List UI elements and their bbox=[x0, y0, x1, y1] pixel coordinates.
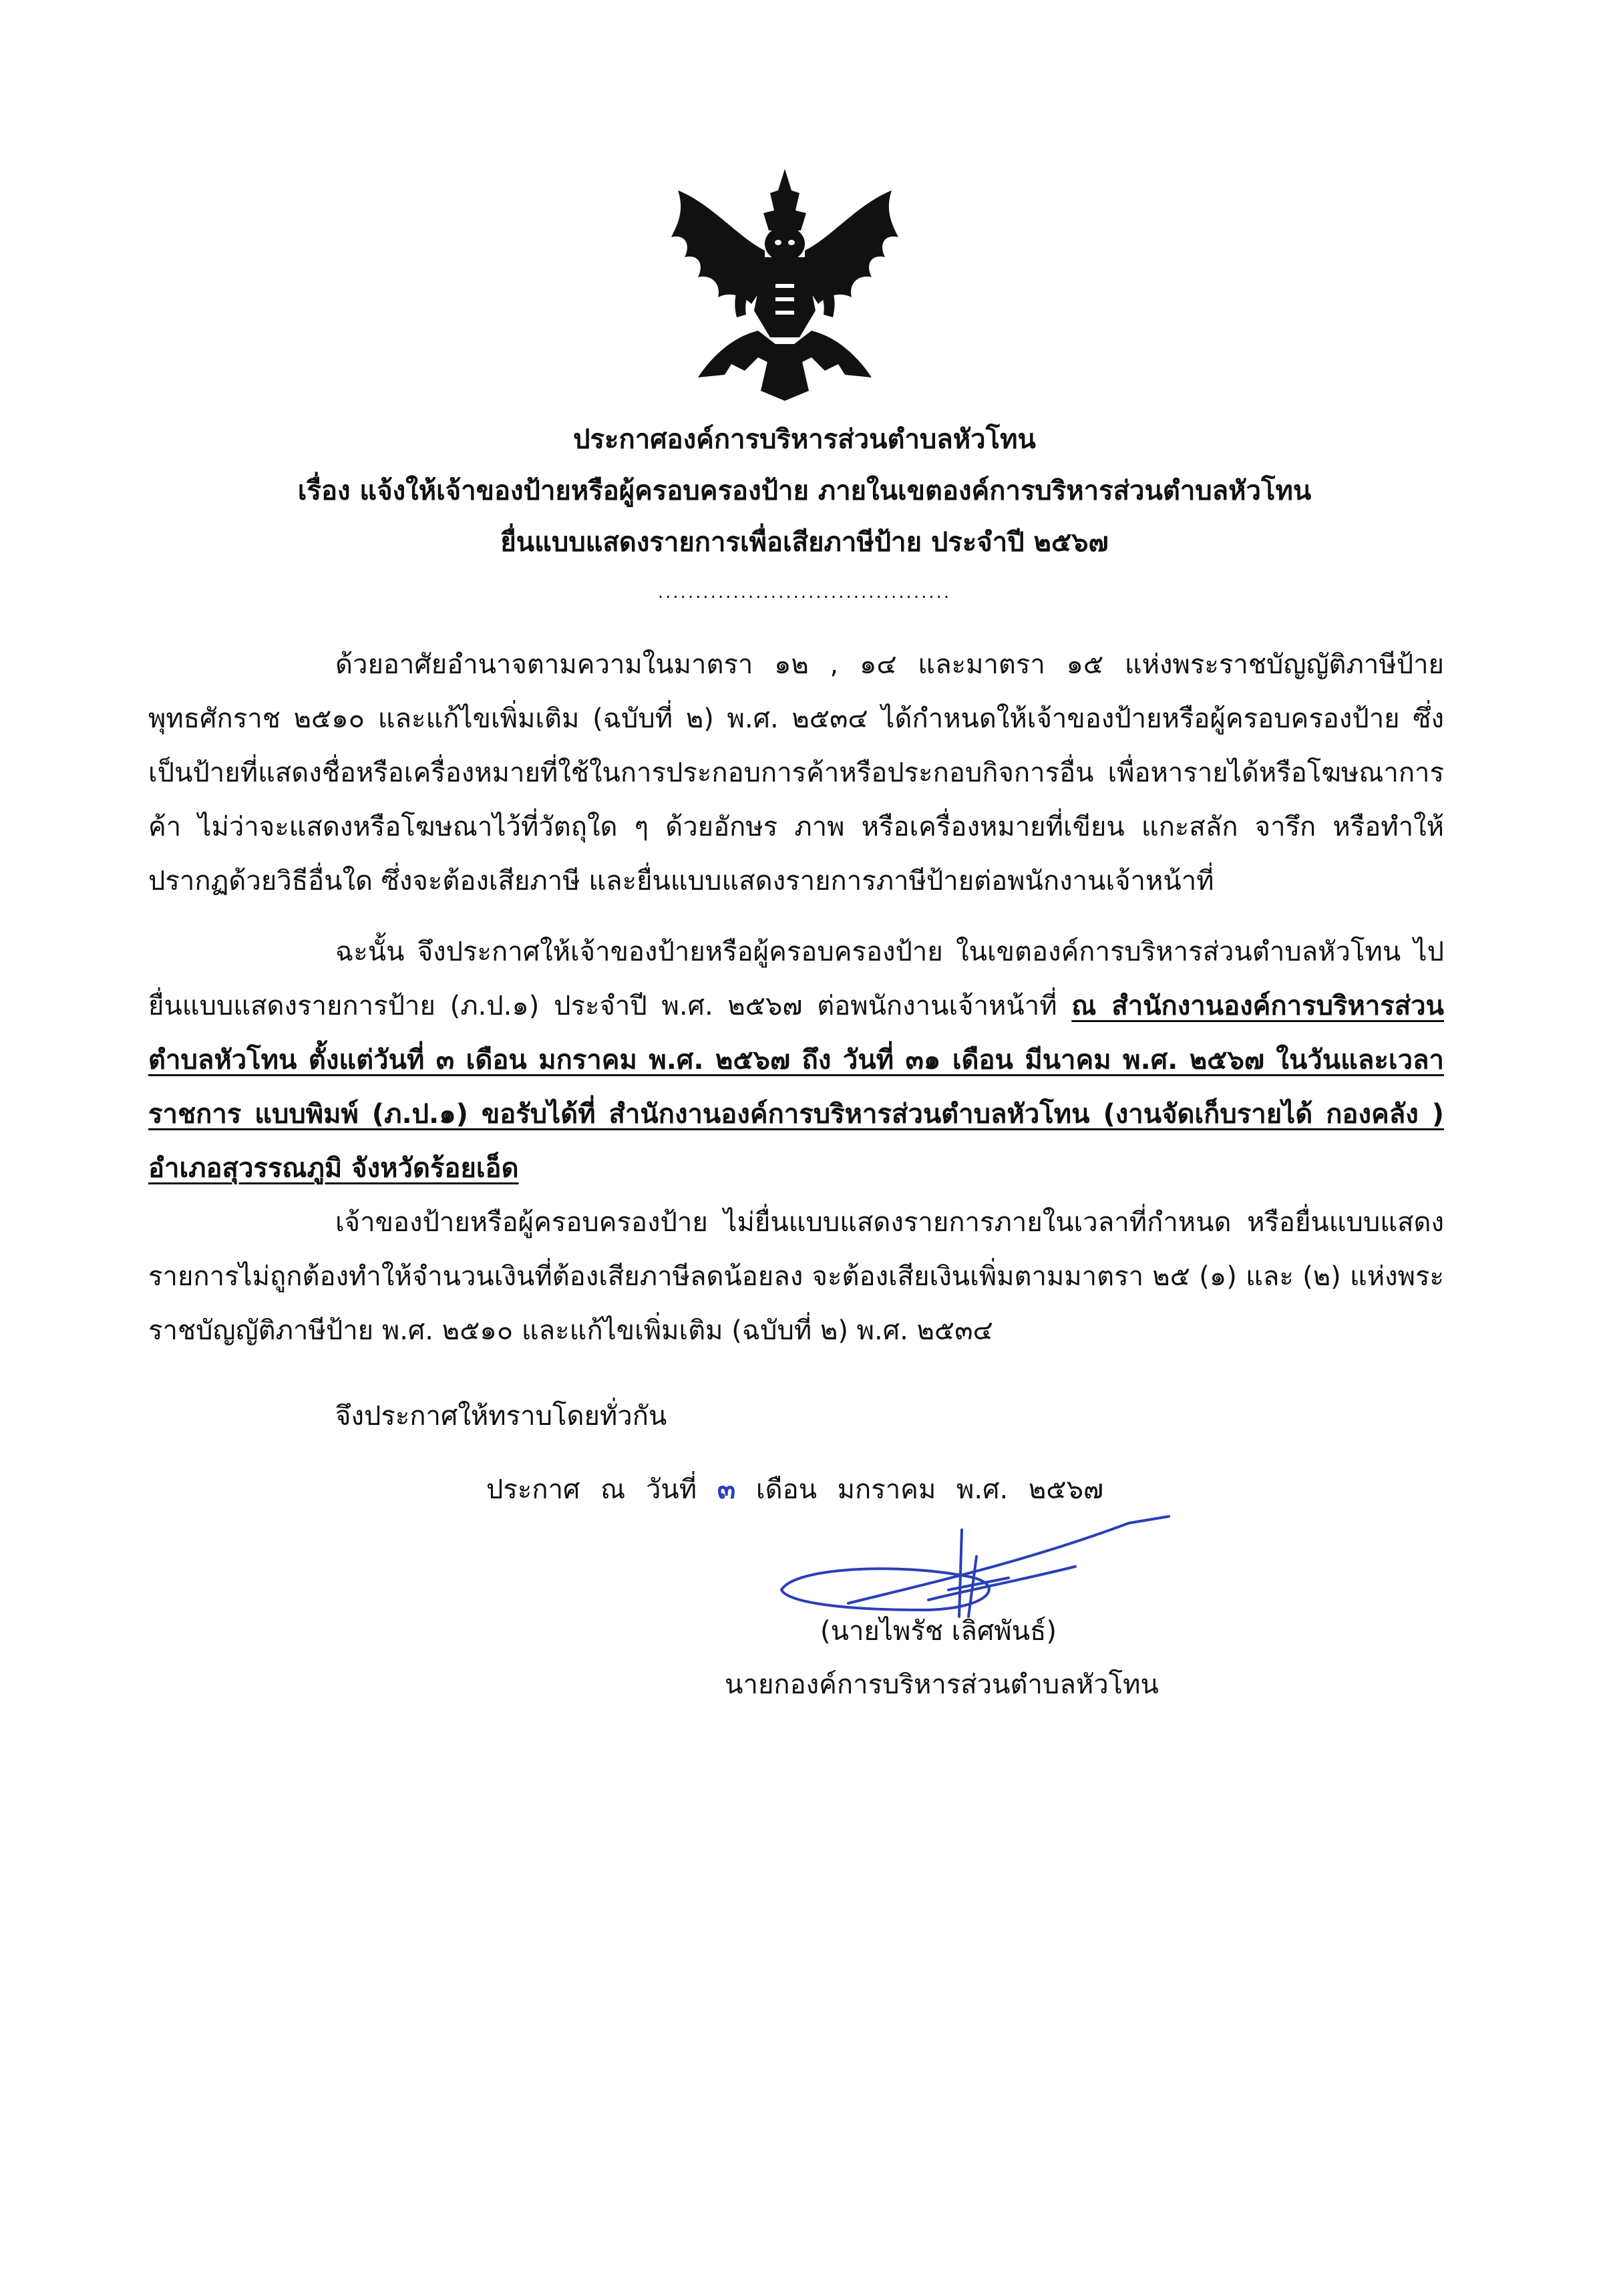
paragraph-authority bbox=[148, 638, 1444, 909]
paragraph-instruction-emphasis: ณ สำนักงานองค์การบริหารส่วนตำบลหัวโทน ตั้งแต่วันที่ ๓ เดือน มกราคม พ.ศ. ๒๕๖๗ ถึง วันที่ ๓๑ เดือน มีนาคม พ.ศ. ๒๕๖๗ ในวันและเวลาราชการ แบบพิมพ์ (ภ.ป.๑) ขอรับได้ที่ สำนักงานองค์การบริหารส่วนตำบลหัวโทน (งานจัดเก็บรายได้ กองคลัง ) อำเภอสุวรรณภูมิ จังหวัดร้อยเอ็ด bbox=[148, 991, 1444, 1184]
paragraph-penalty bbox=[148, 1196, 1444, 1358]
paragraph-authority-text: ด้วยอาศัยอำนาจตามความในมาตรา ๑๒ , ๑๔ และมาตรา ๑๕ แห่งพระราชบัญญัติภาษีป้าย พุทธศักราช ๒๕๑๐ และแก้ไขเพิ่มเติม (ฉบับที่ ๒) พ.ศ. ๒๕๓๔ ได้กำหนดให้เจ้าของป้ายหรือผู้ครอบครองป้าย ซึ่งเป็นป้ายที่แสดงชื่อหรือเครื่องหมายที่ใช้ในการประกอบการค้าหรือประกอบกิจการอื่น เพื่อหารายได้หรือโฆษณาการค้า ไม่ว่าจะแสดงหรือโฆษณาไว้ที่วัตถุใด ๆ ด้วยอักษร ภาพ หรือเครื่องหมายที่เขียน แกะสลัก จารึก หรือทำให้ปรากฏด้วยวิธีอื่นใด ซึ่งจะต้องเสียภาษี และยื่นแบบแสดงรายการภาษีป้ายต่อพนักงานเจ้าหน้าที่ bbox=[148, 649, 1444, 896]
garuda-emblem-icon bbox=[658, 164, 912, 404]
date-prefix: ประกาศ ณ วันที่ bbox=[486, 1474, 697, 1505]
heading-divider: ....................................... bbox=[657, 583, 952, 603]
announcement-subject: เรื่อง แจ้งให้เจ้าของป้ายหรือผู้ครอบครองป้าย ภายในเขตองค์การบริหารส่วนตำบลหัวโทน bbox=[297, 476, 1312, 506]
signer-name: (นายไพรัช เลิศพันธ์) bbox=[820, 1616, 1057, 1647]
closing-statement: จึงประกาศให้ทราบโดยทั่วกัน bbox=[335, 1401, 667, 1432]
paragraph-instruction bbox=[148, 925, 1444, 1196]
date-day: ๓ bbox=[717, 1474, 736, 1505]
announcement-title: ประกาศองค์การบริหารส่วนตำบลหัวโทน bbox=[573, 424, 1036, 455]
signer-title: นายกองค์การบริหารส่วนตำบลหัวโทน bbox=[725, 1669, 1159, 1700]
paragraph-instruction-text: ฉะนั้น จึงประกาศให้เจ้าของป้ายหรือผู้ครอบครองป้าย ในเขตองค์การบริหารส่วนตำบลหัวโทน ไปยื่นแบบแสดงรายการป้าย (ภ.ป.๑) ประจำปี พ.ศ. ๒๕๖๗ ต่อพนักงานเจ้าหน้าที่ bbox=[148, 937, 1444, 1021]
announcement-subject-cont: ยื่นแบบแสดงรายการเพื่อเสียภาษีป้าย ประจำปี ๒๕๖๗ bbox=[500, 527, 1109, 558]
date-year: พ.ศ. ๒๕๖๗ bbox=[956, 1474, 1104, 1505]
paragraph-penalty-text: เจ้าของป้ายหรือผู้ครอบครองป้าย ไม่ยื่นแบบแสดงรายการภายในเวลาที่กำหนด หรือยื่นแบบแสดงรายการไม่ถูกต้องทำให้จำนวนเงินที่ต้องเสียภาษีลดน้อยลง จะต้องเสียเงินเพิ่มตามมาตรา ๒๕ (๑) และ (๒) แห่งพระราชบัญญัติภาษีป้าย พ.ศ. ๒๕๑๐ และแก้ไขเพิ่มเติม (ฉบับที่ ๒) พ.ศ. ๒๕๓๔ bbox=[148, 1207, 1444, 1346]
date-month: เดือน มกราคม bbox=[755, 1474, 936, 1505]
